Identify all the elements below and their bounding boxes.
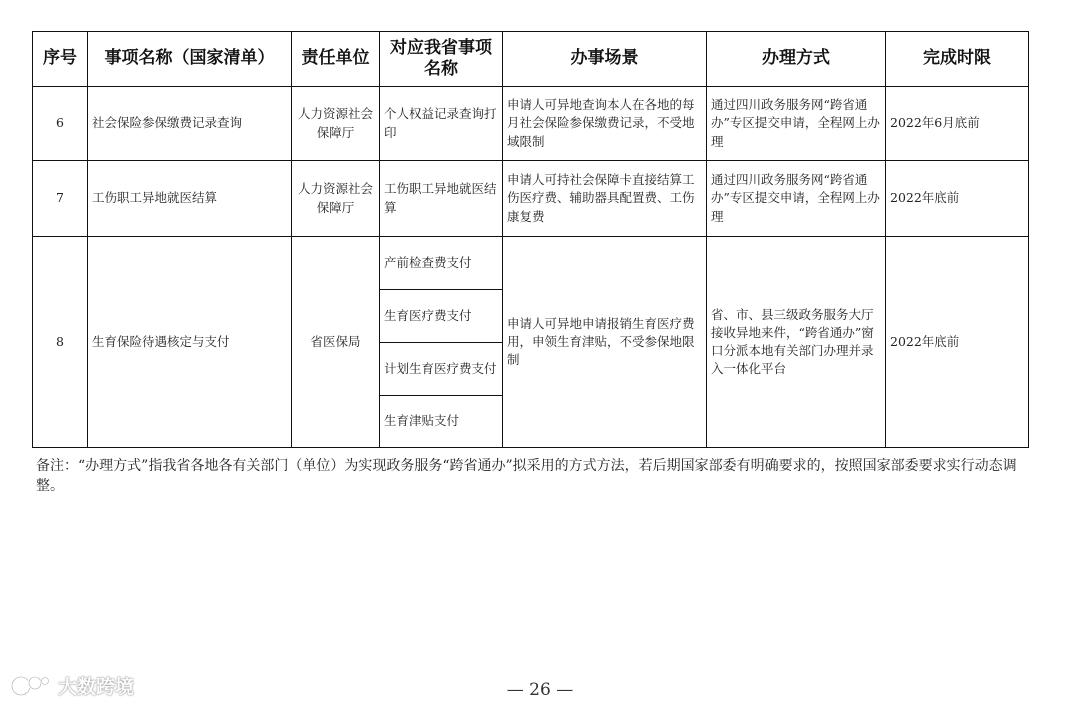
cell-scene: 申请人可异地申请报销生育医疗费用，申领生育津贴，不受参保地限制 [503, 237, 707, 448]
table-row [33, 237, 1029, 290]
cell-method: 通过四川政务服务网“跨省通办”专区提交申请，全程网上办理 [707, 161, 886, 237]
cell-province-item: 工伤职工异地就医结算 [380, 161, 503, 237]
cell-seq: 7 [33, 161, 88, 237]
cell-scene: 申请人可异地查询本人在各地的每月社会保险参保缴费记录，不受地域限制 [503, 87, 707, 161]
cell-deadline: 2022年6月底前 [886, 87, 1029, 161]
header-seq: 序号 [33, 32, 88, 87]
cell-province-item: 生育津贴支付 [380, 396, 503, 448]
table-row [33, 161, 1029, 237]
cell-unit: 人力资源社会保障厅 [292, 161, 380, 237]
cell-province-item: 产前检查费支付 [380, 237, 503, 290]
header-unit: 责任单位 [292, 32, 380, 87]
watermark [10, 672, 134, 699]
header-deadline: 完成时限 [886, 32, 1029, 87]
cell-unit: 人力资源社会保障厅 [292, 87, 380, 161]
cell-method: 通过四川政务服务网“跨省通办”专区提交申请，全程网上办理 [707, 87, 886, 161]
cell-scene: 申请人可持社会保障卡直接结算工伤医疗费、辅助器具配置费、工伤康复费 [503, 161, 707, 237]
cell-deadline: 2022年底前 [886, 161, 1029, 237]
cell-deadline: 2022年底前 [886, 237, 1029, 448]
cell-item-name: 社会保险参保缴费记录查询 [88, 87, 292, 161]
cell-province-item: 计划生育医疗费支付 [380, 343, 503, 396]
remark-note: 备注：“办理方式”指我省各地各有关部门（单位）为实现政务服务“跨省通办”拟采用的方式方法，若后期国家部委有明确要求的，按照国家部委要求实行动态调整。 [36, 458, 1017, 494]
table-row [33, 87, 1029, 161]
cell-item-name: 生育保险待遇核定与支付 [88, 237, 292, 448]
page-number: — 26 — [506, 680, 574, 700]
watermark-text: 大数跨境 [58, 676, 135, 698]
header-item-name: 事项名称（国家清单） [88, 32, 292, 87]
bubble-logo-icon [10, 673, 52, 699]
cell-method: 省、市、县三级政务服务大厅接收异地来件，“跨省通办”窗口分派本地有关部门办理并录入一体化平台 [707, 237, 886, 448]
cell-item-name: 工伤职工异地就医结算 [88, 161, 292, 237]
cell-seq: 6 [33, 87, 88, 161]
cell-unit: 省医保局 [292, 237, 380, 448]
header-province-item: 对应我省事项名称 [380, 32, 503, 87]
header-method: 办理方式 [707, 32, 886, 87]
cell-province-item: 个人权益记录查询打印 [380, 87, 503, 161]
matters-table [32, 31, 1029, 448]
header-row [33, 32, 1029, 87]
cell-province-item: 生育医疗费支付 [380, 290, 503, 343]
header-scene: 办事场景 [503, 32, 707, 87]
cell-seq: 8 [33, 237, 88, 448]
